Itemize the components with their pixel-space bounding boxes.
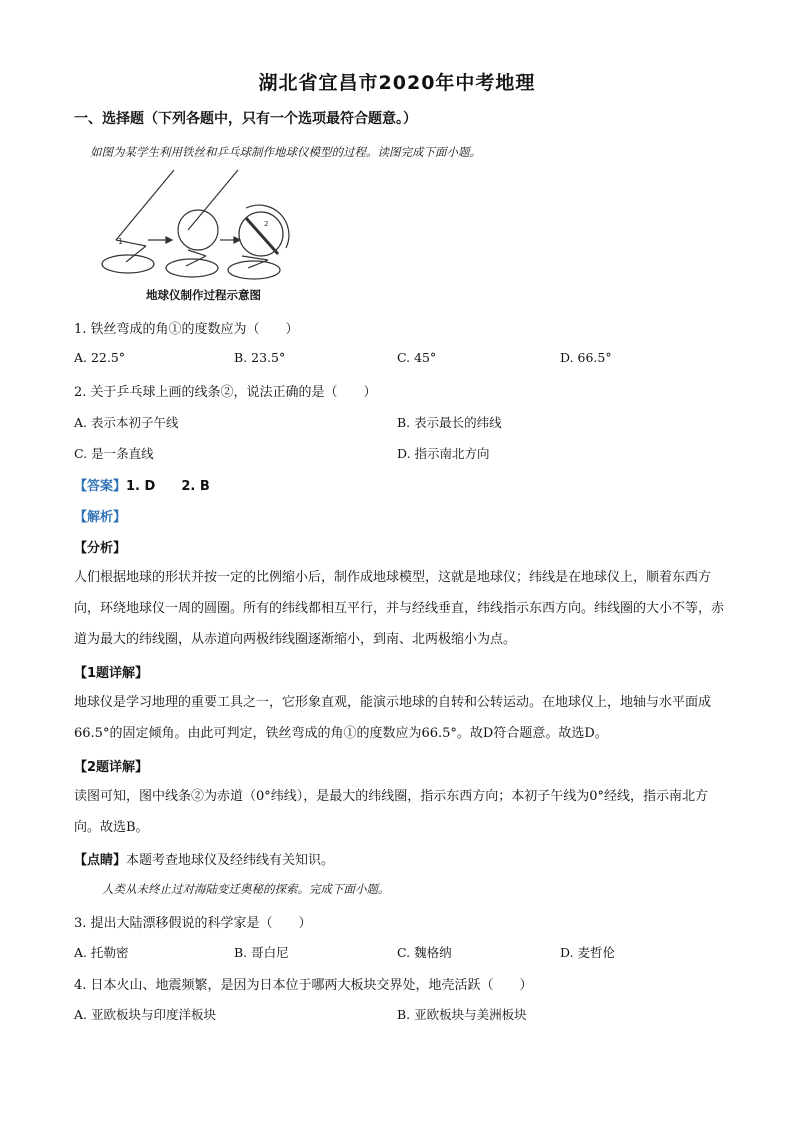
question-1: 1. 铁丝弯成的角①的度数应为（ ） bbox=[74, 322, 299, 337]
intro-text-2: 人类从未终止过对海陆变迁奥秘的探索。完成下面小题。 bbox=[102, 882, 390, 896]
dianjing-label: 【点睛】 bbox=[74, 853, 127, 868]
q3-option-b: B. 哥白尼 bbox=[234, 945, 289, 960]
jiexi-label: 【解析】 bbox=[74, 510, 127, 525]
q2-option-a: A. 表示本初子午线 bbox=[74, 415, 179, 430]
question-3: 3. 提出大陆漂移假说的科学家是（ ） bbox=[74, 916, 312, 931]
fenxi-label: 【分析】 bbox=[74, 541, 127, 556]
q1-option-a: A. 22.5° bbox=[74, 350, 126, 365]
detail-1-paragraph: 地球仪是学习地理的重要工具之一，它形象直观，能演示地球的自转和公转运动。在地球仪上，地轴与水平面成66.5°的固定倾角。由此可判定，铁丝弯成的角①的度数应为66.5°。故D符合题意。故选D。 bbox=[74, 695, 712, 741]
dianjing-text: 本题考查地球仪及经纬线有关知识。 bbox=[126, 853, 335, 868]
dianjing-line bbox=[74, 849, 334, 868]
detail-1-label: 【1题详解】 bbox=[74, 666, 149, 681]
q3-option-c: C. 魏格纳 bbox=[397, 945, 452, 960]
detail-2-paragraph: 读图可知，图中线条②为赤道（0°纬线），是最大的纬线圈，指示东西方向；本初子午线为0°经线，指示南北方向。故选B。 bbox=[74, 789, 709, 835]
q2-option-c: C. 是一条直线 bbox=[74, 446, 154, 461]
page-title: 湖北省宜昌市2020年中考地理 bbox=[258, 72, 536, 94]
angle-label-1: 1 bbox=[118, 237, 124, 246]
globe-model-figure bbox=[96, 168, 311, 300]
answer-label: 【答案】 bbox=[74, 479, 127, 494]
figure-caption: 地球仪制作过程示意图 bbox=[146, 288, 261, 302]
q4-option-a: A. 亚欧板块与印度洋板块 bbox=[74, 1007, 216, 1022]
q1-option-b: B. 23.5° bbox=[234, 350, 286, 365]
intro-text-1: 如图为某学生利用铁丝和乒乓球制作地球仪模型的过程。读图完成下面小题。 bbox=[90, 145, 481, 159]
detail-2-label: 【2题详解】 bbox=[74, 760, 149, 775]
q3-option-d: D. 麦哲伦 bbox=[560, 945, 616, 960]
q1-option-d: D. 66.5° bbox=[560, 350, 612, 365]
answer-line bbox=[74, 475, 210, 494]
answer-text: 1. D 2. B bbox=[126, 479, 210, 494]
q2-option-b: B. 表示最长的纬线 bbox=[397, 415, 502, 430]
section-heading: 一、选择题（下列各题中，只有一个选项最符合题意。） bbox=[74, 111, 417, 127]
q4-option-b: B. 亚欧板块与美洲板块 bbox=[397, 1007, 527, 1022]
question-2: 2. 关于乒乓球上画的线条②，说法正确的是（ ） bbox=[74, 385, 377, 400]
line-label-2: 2 bbox=[264, 220, 269, 228]
q3-option-a: A. 托勒密 bbox=[74, 945, 129, 960]
q2-option-d: D. 指示南北方向 bbox=[397, 446, 490, 461]
question-4: 4. 日本火山、地震频繁，是因为日本位于哪两大板块交界处，地壳活跃（ ） bbox=[74, 978, 533, 993]
q1-option-c: C. 45° bbox=[397, 350, 437, 365]
analysis-paragraph: 人们根据地球的形状并按一定的比例缩小后，制作成地球模型，这就是地球仪；纬线是在地球仪上，顺着东西方向，环绕地球仪一周的圆圈。所有的纬线都相互平行，并与经线垂直，纬线指示东西方向。纬线圈的大小不等，赤道为最大的纬线圈，从赤道向两极纬线圈逐渐缩小，到南、北两极缩小为点。 bbox=[74, 570, 725, 647]
